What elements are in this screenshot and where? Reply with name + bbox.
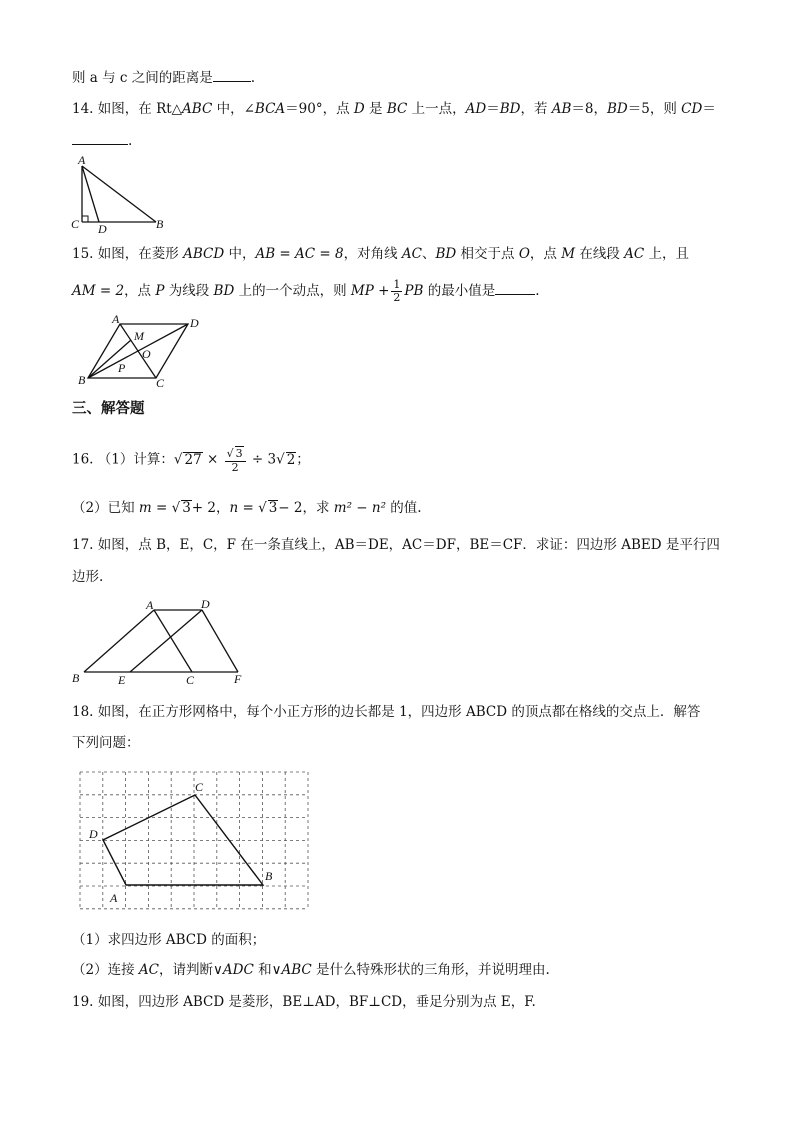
q18-part2: （2）连接 AC，请判断∨ADC 和∨ABC 是什么特殊形状的三角形，并说明理由. — [72, 962, 550, 978]
q16-part1: 16. （1）计算：√ 27 × $\frac{√ 3}{2}$ ÷ 3√ 2； — [72, 447, 310, 474]
q15-stem-line2: AM = 2，点 P 为线段 BD 上的一个动点，则 MP + $\frac{1}{2}$ PB 的最小值是 . — [72, 278, 540, 304]
q17-stem: 17. 如图，点 B，E，C，F 在一条直线上，AB＝DE，AC＝DF，BE＝CF．求证：四边形 ABED 是平行四 — [72, 537, 720, 553]
answer-blank — [495, 280, 535, 295]
q18-stem-cont: 下列问题： — [72, 735, 140, 751]
dashed-grid — [80, 772, 308, 909]
question-number: 17. — [72, 537, 94, 553]
q17-stem-cont: 边形. — [72, 569, 104, 585]
point-label-b: B — [156, 217, 164, 231]
q19-stem: 19. 如图，四边形 ABCD 是菱形，BE⊥AD，BF⊥CD，垂足分别为点 E，F. — [72, 994, 536, 1010]
point-label-c: C — [71, 217, 80, 231]
question-number: 18. — [72, 704, 94, 720]
q18-stem: 18. 如图，在正方形网格中，每个小正方形的边长都是 1，四边形 ABCD 的顶点都在格线的交点上．解答 — [72, 704, 701, 720]
q14-stem: 14. 如图，在 Rt△ABC 中，∠BCA＝90°，点 D 是 BC 上一点，AD＝BD，若 AB＝8，BD＝5，则 CD＝ — [72, 101, 716, 117]
q18-part1: （1）求四边形 ABCD 的面积； — [72, 932, 266, 948]
point-label-p: P — [118, 361, 126, 375]
q18-grid-figure — [80, 772, 312, 914]
question-number: 14. — [72, 101, 94, 117]
q13-tail: 则 a 与 c 之间的距离是 . — [72, 67, 255, 88]
section-title: 三、解答题 — [72, 401, 145, 417]
point-label-m: M — [134, 329, 144, 343]
answer-blank — [72, 130, 128, 145]
point-label-a: A — [112, 312, 120, 326]
point-label-d: D — [190, 316, 199, 330]
point-label-e: E — [118, 673, 126, 687]
q16-part2: （2）已知 m = √ 3+ 2，n = √ 3− 2，求 m² − n² 的值. — [72, 500, 422, 516]
point-label-f: F — [234, 672, 242, 686]
question-number: 16. — [72, 451, 94, 468]
q14-triangle-figure — [68, 153, 178, 236]
question-number: 15. — [72, 246, 94, 262]
point-label-o: O — [142, 347, 151, 361]
point-label-c: C — [186, 673, 195, 687]
point-label-c: C — [195, 780, 204, 794]
point-label-c: C — [156, 376, 165, 390]
point-label-a: A — [110, 891, 118, 905]
point-label-a: A — [78, 153, 86, 167]
point-label-d: D — [201, 597, 210, 611]
answer-blank — [213, 67, 251, 82]
q14-answer-line: . — [72, 130, 132, 151]
point-label-a: A — [146, 598, 154, 612]
point-label-b: B — [72, 671, 80, 685]
q15-stem-line1: 15. 如图，在菱形 ABCD 中，AB = AC = 8，对角线 AC、BD 相交于点 O，点 M 在线段 AC 上，且 — [72, 246, 690, 262]
point-label-d: D — [98, 222, 107, 236]
fraction-one-half: $\frac{1}{2}$ — [393, 278, 401, 304]
point-label-b: B — [265, 869, 273, 883]
q15-rhombus-figure — [76, 312, 206, 390]
point-label-d: D — [89, 827, 98, 841]
q13-tail-text: 则 a 与 c 之间的距离是 — [72, 70, 213, 86]
q17-parallelogram-figure — [70, 596, 250, 688]
fraction-sqrt3-over-2: $\frac{√ 3}{2}$ — [225, 446, 246, 474]
question-number: 19. — [72, 994, 94, 1010]
point-label-b: B — [78, 373, 86, 387]
